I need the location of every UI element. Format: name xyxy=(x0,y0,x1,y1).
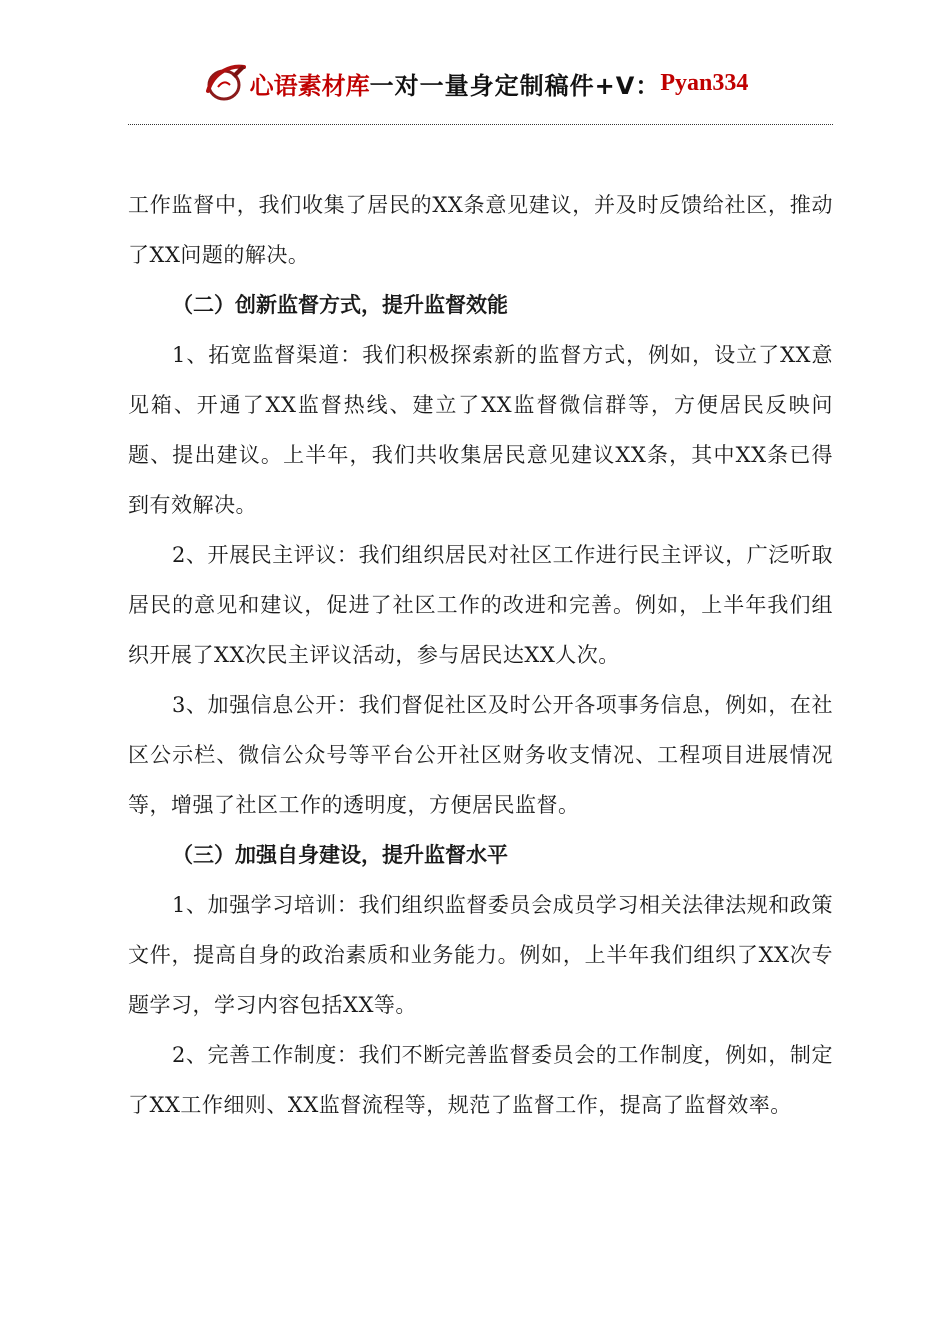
brush-pen-logo-icon xyxy=(202,61,248,105)
document-body xyxy=(128,180,833,1130)
section-heading-3: （三）加强自身建设，提升监督水平 xyxy=(172,843,508,867)
paragraph-continued: 工作监督中，我们收集了居民的XX条意见建议，并及时反馈给社区，推动了XX问题的解决。 xyxy=(128,193,833,267)
paragraph-channels: 1、拓宽监督渠道：我们积极探索新的监督方式，例如，设立了XX意见箱、开通了XX监督热线、建立了XX监督微信群等，方便居民反映问题、提出建议。上半年，我们共收集居民意见建议XX条，其中XX条已得到有效解决。 xyxy=(128,343,833,517)
paragraph-training: 1、加强学习培训：我们组织监督委员会成员学习相关法律法规和政策文件，提高自身的政治素质和业务能力。例如，上半年我们组织了XX次专题学习，学习内容包括XX等。 xyxy=(128,893,833,1017)
header-slogan: 一对一量身定制稿件+V： xyxy=(369,71,661,100)
paragraph-evaluation: 2、开展民主评议：我们组织居民对社区工作进行民主评议，广泛听取居民的意见和建议，促进了社区工作的改进和完善。例如，上半年我们组织开展了XX次民主评议活动，参与居民达XX人次。 xyxy=(128,543,833,667)
paragraph-rules: 2、完善工作制度：我们不断完善监督委员会的工作制度，例如，制定了XX工作细则、XX监督流程等，规范了监督工作，提高了监督效率。 xyxy=(128,1043,833,1117)
section-heading-2: （二）创新监督方式，提升监督效能 xyxy=(172,293,508,317)
contact-id: Pyan334 xyxy=(660,69,749,96)
paragraph-disclosure: 3、加强信息公开：我们督促社区及时公开各项事务信息，例如，在社区公示栏、微信公众号等平台公开社区财务收支情况、工程项目进展情况等，增强了社区工作的透明度，方便居民监督。 xyxy=(128,693,833,817)
brand-name: 心语素材库 xyxy=(249,71,370,100)
page-header xyxy=(0,58,950,108)
header-banner xyxy=(202,61,749,105)
header-divider xyxy=(128,124,833,125)
